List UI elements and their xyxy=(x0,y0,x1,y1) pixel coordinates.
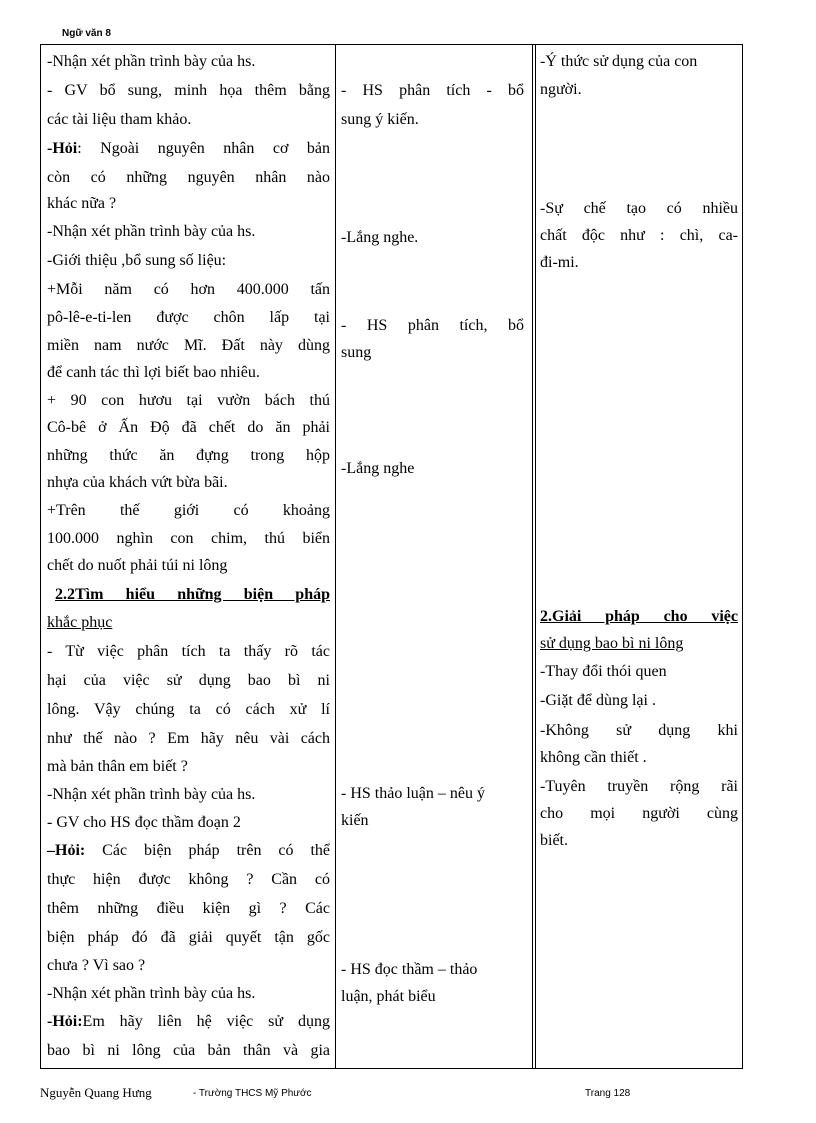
text-line: nhựa của khách vứt bừa bãi. xyxy=(47,474,228,491)
text-line: chưa ? Vì sao ? xyxy=(47,957,146,974)
text-line: kiến xyxy=(341,812,369,829)
text-line: những thức ăn đựng trong hộp xyxy=(47,447,330,464)
question-label: -Hỏi: xyxy=(47,1013,83,1030)
text-line: còn có những nguyên nhân nào xyxy=(47,169,330,186)
text-line: chết do nuốt phải túi ni lông xyxy=(47,557,228,574)
text-line: -Nhận xét phần trình bày của hs. xyxy=(47,786,256,803)
text-line: miền nam nước Mĩ. Đất này dùng xyxy=(47,337,330,354)
text-line: biết. xyxy=(540,832,568,849)
text-line: - HS đọc thầm – thảo xyxy=(341,961,478,978)
text-line: pô-lê-e-ti-len được chôn lấp tại xyxy=(47,309,330,326)
section-heading: 2.2Tìm hiểu những biện pháp xyxy=(55,586,330,603)
section-heading: 2.Giải pháp cho việc xyxy=(540,608,738,625)
text-line: -Ý thức sử dụng của con xyxy=(540,53,698,70)
text-line: -Nhận xét phần trình bày của hs. xyxy=(47,985,256,1002)
text-line: không cần thiết . xyxy=(540,749,647,766)
text-line: - HS phân tích - bổ xyxy=(341,82,524,99)
content-column xyxy=(532,45,746,1068)
text-line xyxy=(47,134,330,163)
lesson-table xyxy=(40,44,743,1069)
text-fragment: Các biện pháp trên có thể xyxy=(85,842,330,859)
text-line: + 90 con hươu tại vườn bách thú xyxy=(47,392,330,409)
text-line: -Giặt để dùng lại . xyxy=(540,692,656,709)
page-header: Ngữ văn 8 xyxy=(62,28,111,39)
section-heading-cont: khắc phục xyxy=(47,614,113,631)
text-line: - Từ việc phân tích ta thấy rõ tác xyxy=(47,643,330,660)
footer-page-number: Trang 128 xyxy=(585,1088,631,1099)
text-line: -Thay đổi thói quen xyxy=(540,663,667,680)
text-line: đi-mi. xyxy=(540,254,579,271)
text-line: - HS phân tích, bổ xyxy=(341,317,524,334)
text-line: - GV bổ sung, minh họa thêm bằng xyxy=(47,82,330,99)
text-line: cho mọi người cùng xyxy=(540,805,738,822)
text-fragment: : Ngoài nguyên nhân cơ bản xyxy=(77,140,330,157)
text-line: -Lắng nghe. xyxy=(341,229,419,246)
text-line: -Nhận xét phần trình bày của hs. xyxy=(47,223,256,240)
text-line: biện pháp đó đã giải quyết tận gốc xyxy=(47,929,330,946)
text-line: khác nữa ? xyxy=(47,195,117,212)
text-fragment: Em hãy liên hệ việc sử dụng xyxy=(82,1013,330,1030)
text-line: như thế nào ? Em hãy nêu vài cách xyxy=(47,730,330,747)
text-line: +Trên thế giới có khoảng xyxy=(47,502,330,519)
text-line: sung ý kiến. xyxy=(341,111,419,128)
text-line: -Tuyên truyền rộng rãi xyxy=(540,778,738,795)
text-line: - HS thảo luận – nêu ý xyxy=(341,785,485,802)
section-heading-cont: sử dụng bao bì ni lông xyxy=(540,635,684,652)
text-line: sung xyxy=(341,344,372,361)
text-line: Cô-bê ở Ấn Độ đã chết do ăn phải xyxy=(47,419,330,436)
text-line: hại của việc sử dụng bao bì ni xyxy=(47,672,330,689)
text-line: mà bản thân em biết ? xyxy=(47,758,188,775)
text-line: để canh tác thì lợi biết bao nhiêu. xyxy=(47,364,260,381)
question-label: –Hỏi: xyxy=(47,842,86,859)
teacher-activity-column xyxy=(41,45,336,1068)
footer-author: Nguyễn Quang Hưng xyxy=(40,1085,152,1100)
text-line: -Nhận xét phần trình bày của hs. xyxy=(47,53,256,70)
text-line: lông. Vậy chúng ta có cách xử lí xyxy=(47,701,330,718)
question-label: -Hỏi xyxy=(47,140,78,157)
text-line: -Sự chế tạo có nhiều xyxy=(540,200,738,217)
text-line: thêm những điều kiện gì ? Các xyxy=(47,900,330,917)
text-line xyxy=(47,836,330,865)
text-line: người. xyxy=(540,81,582,98)
student-activity-column xyxy=(335,45,532,1068)
text-line: 100.000 nghìn con chim, thú biển xyxy=(47,530,330,547)
text-line: bao bì ni lông của bản thân và gia xyxy=(47,1042,330,1059)
text-line: các tài liệu tham khảo. xyxy=(47,111,192,128)
footer-school: - Trường THCS Mỹ Phước xyxy=(193,1088,312,1099)
text-line: chất độc như : chì, ca- xyxy=(540,227,738,244)
text-line: thực hiện được không ? Cần có xyxy=(47,871,330,888)
text-line: luận, phát biểu xyxy=(341,988,436,1005)
text-line: -Không sử dụng khi xyxy=(540,722,738,739)
text-line: +Mỗi năm có hơn 400.000 tấn xyxy=(47,281,330,298)
text-line: -Giới thiệu ,bổ sung số liệu: xyxy=(47,252,227,269)
text-line xyxy=(47,1007,330,1036)
text-line: - GV cho HS đọc thầm đoạn 2 xyxy=(47,814,241,831)
text-line: -Lắng nghe xyxy=(341,460,415,477)
